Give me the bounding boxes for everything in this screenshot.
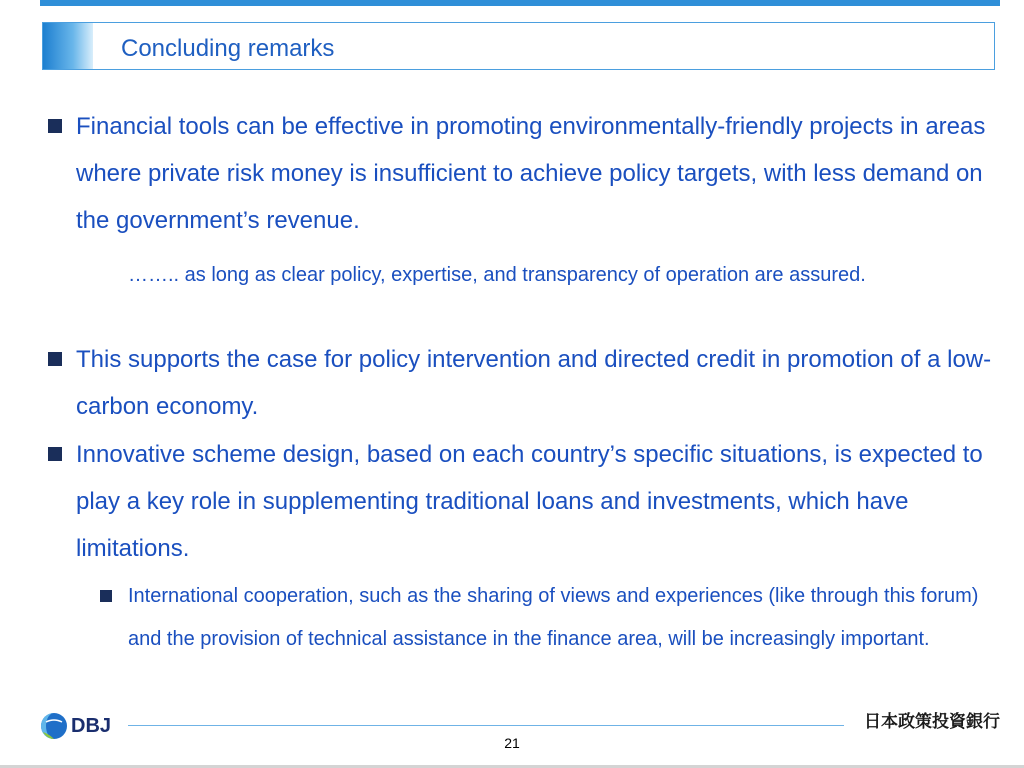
bullet-2: [48, 343, 1000, 430]
bullet-3: [48, 438, 1000, 572]
footer-divider: [128, 725, 844, 726]
sub-bullet-text: International cooperation, such as the sharing of views and experiences (like through this forum) and the provision of technical assistance in the finance area, will be increasingly important.: [128, 585, 979, 650]
title-accent-gradient: [43, 23, 93, 69]
organization-name: 日本政策投資銀行: [864, 712, 1000, 732]
page-number: 21: [504, 735, 520, 751]
title-frame: [42, 22, 995, 70]
bullet-1: [48, 110, 1000, 244]
top-accent-bar: [40, 0, 1000, 6]
bullet-2-text: This supports the case for policy intervention and directed credit in promotion of a low-carbon economy.: [76, 346, 992, 420]
bullet-3-text: Innovative scheme design, based on each country’s specific situations, is expected to play a key role in supplementing traditional loans and investments, which have limitations.: [76, 441, 983, 562]
square-bullet-icon: [48, 447, 62, 461]
square-bullet-icon: [100, 590, 112, 602]
square-bullet-icon: [48, 119, 62, 133]
policy-note: …….. as long as clear policy, expertise, and transparency of operation are assured.: [128, 264, 866, 286]
sub-bullet: [100, 583, 980, 661]
bullet-1-text: Financial tools can be effective in promoting environmentally-friendly projects in areas where private risk money is insufficient to achieve policy targets, with less demand on the government’s revenue.: [76, 113, 986, 234]
slide-title: Concluding remarks: [121, 35, 335, 62]
logo-text: DBJ: [71, 715, 112, 737]
square-bullet-icon: [48, 352, 62, 366]
